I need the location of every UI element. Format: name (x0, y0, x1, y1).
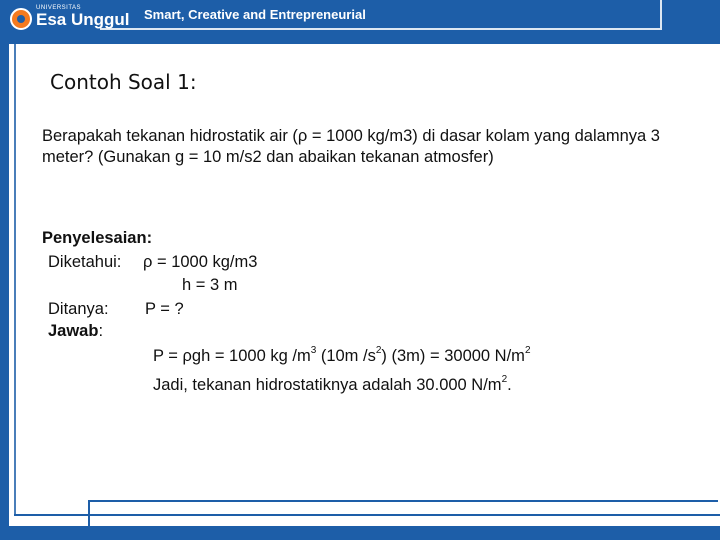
slide-title-colon: : (189, 70, 197, 94)
formula-sup-3: 2 (524, 345, 531, 356)
conclusion-line (153, 376, 512, 395)
answer-label-colon: : (98, 322, 104, 340)
asked-label: Ditanya: (48, 300, 109, 318)
university-logo-icon (10, 8, 32, 30)
header-bar (0, 0, 720, 44)
known-density: ρ = 1000 kg/m3 (143, 253, 258, 271)
bottom-frame-line (14, 514, 720, 526)
bottom-bar (0, 526, 720, 540)
logo-small-text: UNIVERSITAS (36, 5, 82, 11)
known-depth: h = 3 m (182, 276, 238, 294)
left-rail (0, 44, 9, 540)
answer-label (48, 322, 103, 341)
logo-text: Esa Unggul (36, 10, 130, 29)
question-text: Berapakah tekanan hidrostatik air (ρ = 1000 kg/m3) di dasar kolam yang dalamnya 3 meter? (Gunakan g = 10 m/s2 dan abaikan tekanan atmosfer) (42, 127, 660, 166)
formula-line (153, 347, 531, 366)
conclusion-end: . (507, 376, 512, 394)
formula-mid-1: (10m /s (316, 347, 376, 365)
slide-title (50, 70, 197, 94)
slide-title-text: Contoh Soal 1 (50, 70, 190, 94)
conclusion-start: Jadi, tekanan hidrostatiknya adalah 30.000 N/m (153, 376, 502, 394)
left-rail-line (14, 44, 16, 514)
formula-sup-1: 3 (310, 345, 317, 356)
solution-heading: Penyelesaian: (42, 229, 153, 247)
answer-label-text: Jawab (48, 322, 99, 340)
formula-sup-2: 2 (375, 345, 382, 356)
known-label: Diketahui: (48, 253, 122, 271)
formula-mid-2: ) (3m) = 30000 N/m (381, 347, 525, 365)
asked-value: P = ? (145, 300, 184, 318)
formula-start: P = ρgh = 1000 kg /m (153, 347, 311, 365)
tagline: Smart, Creative and Entrepreneurial (144, 7, 366, 22)
conclusion-sup: 2 (501, 374, 508, 385)
